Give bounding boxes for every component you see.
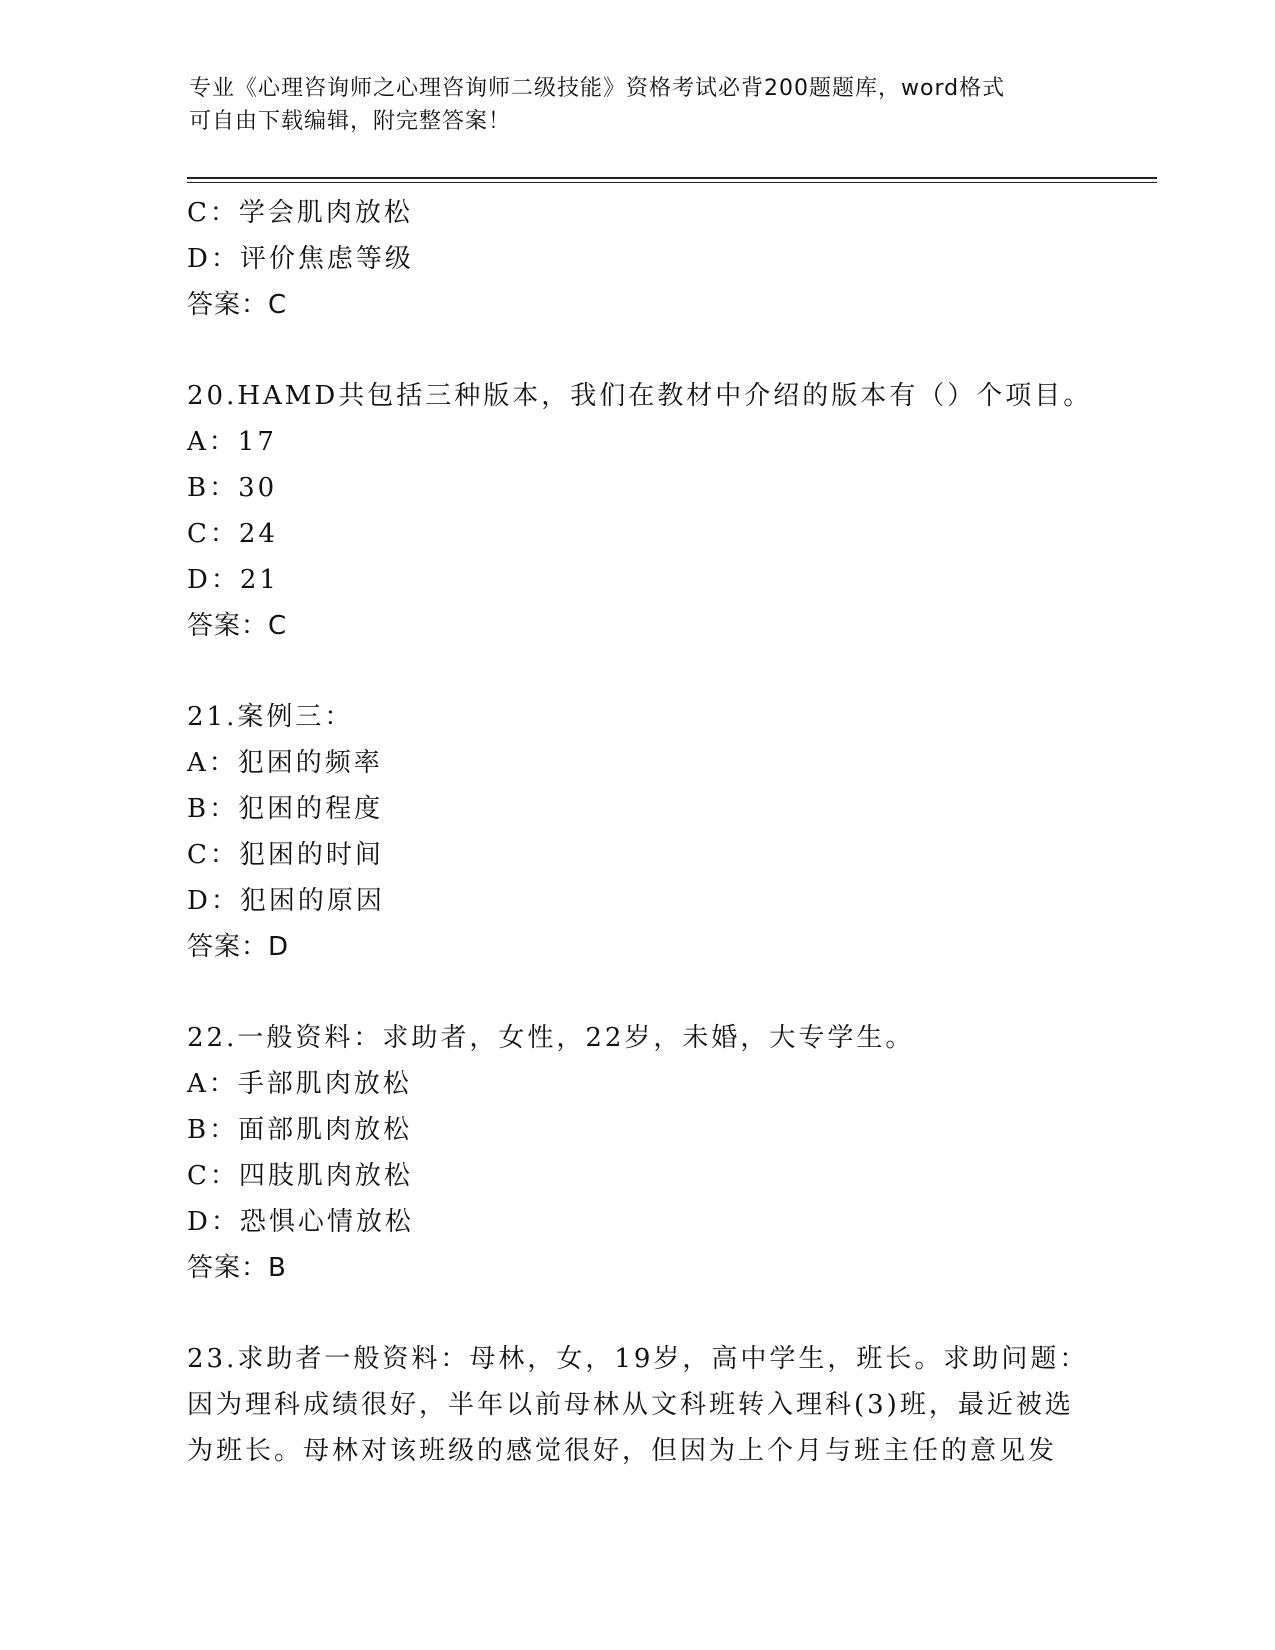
spacer <box>187 970 1087 1015</box>
option-a: A：17 <box>187 427 277 457</box>
question-23 <box>187 1336 1087 1474</box>
option-c: C：24 <box>187 519 278 549</box>
header-divider-thick <box>187 177 1157 179</box>
option-c: C：犯困的时间 <box>187 840 384 870</box>
answer-line: 答案：B <box>187 1253 287 1283</box>
question-stem-line-1: 23.求助者一般资料：母林，女，19岁，高中学生，班长。求助问题： <box>187 1344 1089 1374</box>
question-22 <box>187 1015 1087 1291</box>
option-d: D：21 <box>187 565 279 595</box>
question-stem: 22.一般资料：求助者，女性，22岁，未婚，大专学生。 <box>187 1023 915 1053</box>
option-b: B：犯困的程度 <box>187 794 384 824</box>
option-c: C：四肢肌肉放松 <box>187 1161 413 1191</box>
header-title-line-1: 专业《心理咨询师之心理咨询师二级技能》资格考试必背200题题库，word格式 <box>189 76 1006 101</box>
option-d: D：恐惧心情放松 <box>187 1207 414 1237</box>
answer-line: 答案：D <box>187 932 290 962</box>
option-b: B：面部肌肉放松 <box>187 1115 413 1145</box>
question-20 <box>187 373 1093 649</box>
question-19 <box>187 190 1087 328</box>
question-stem-line-3: 为班长。母林对该班级的感觉很好，但因为上个月与班主任的意见发 <box>187 1436 1058 1466</box>
spacer <box>187 328 1087 373</box>
question-stem: 20.HAMD共包括三种版本，我们在教材中介绍的版本有（）个项目。 <box>187 381 1093 411</box>
header-title-line-2: 可自由下载编辑，附完整答案！ <box>189 109 512 134</box>
option-d: D：评价焦虑等级 <box>187 244 414 274</box>
spacer <box>187 1291 1087 1336</box>
question-list <box>187 190 1093 1474</box>
answer-line: 答案：C <box>187 611 288 641</box>
option-a: A：手部肌肉放松 <box>187 1069 412 1099</box>
question-21 <box>187 694 1087 970</box>
answer-line: 答案：C <box>187 290 288 320</box>
spacer <box>187 649 1087 694</box>
option-b: B：30 <box>187 473 278 503</box>
option-c: C：学会肌肉放松 <box>187 198 413 228</box>
option-a: A：犯困的频率 <box>187 748 383 778</box>
document-header <box>189 72 1089 138</box>
question-stem: 21.案例三： <box>187 702 354 732</box>
question-stem-line-2: 因为理科成绩很好，半年以前母林从文科班转入理科(3)班，最近被选 <box>187 1390 1074 1420</box>
option-d: D：犯困的原因 <box>187 886 385 916</box>
header-divider-thin <box>187 182 1157 183</box>
